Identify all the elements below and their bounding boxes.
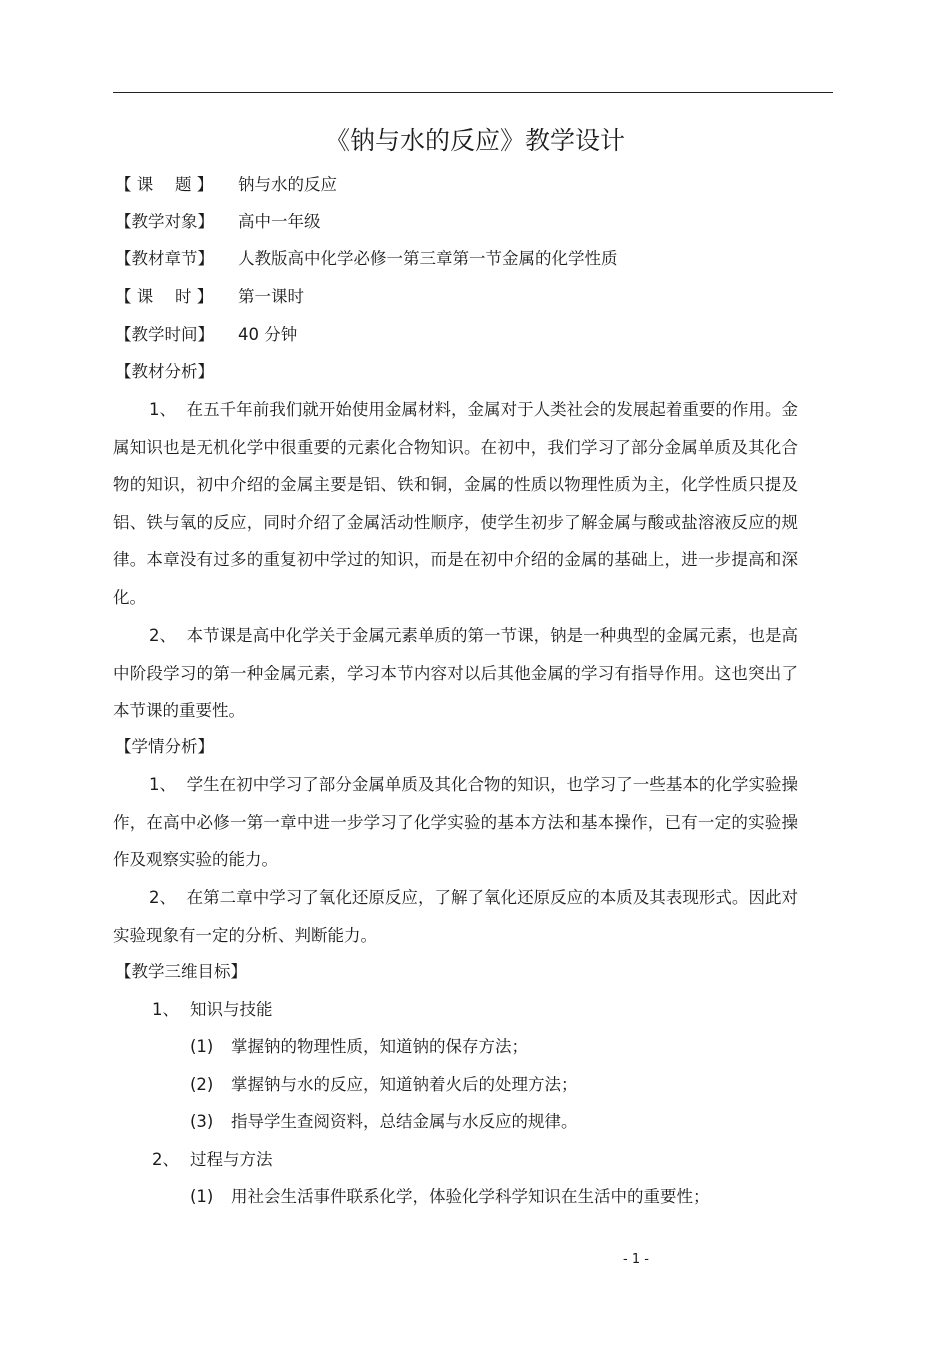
objective-item-number: (1) [190, 1037, 214, 1056]
objective-title: 过程与方法 [190, 1150, 273, 1169]
material-paragraph-1 [113, 391, 798, 616]
paragraph-number: 1、 [149, 400, 177, 419]
objective-item-text: 掌握钠的物理性质，知道钠的保存方法； [231, 1037, 528, 1056]
objective-item-text: 用社会生活事件联系化学，体验化学科学知识在生活中的重要性； [231, 1187, 710, 1206]
material-paragraph-2 [113, 617, 798, 730]
info-value: 高中一年级 [238, 212, 321, 231]
objective-item-number: (3) [190, 1112, 214, 1131]
objective-number: 2、 [152, 1150, 179, 1169]
info-label: 【教材章节】 [115, 249, 214, 268]
paragraph-number: 2、 [149, 626, 177, 645]
header-rule [113, 92, 833, 93]
info-value: 人教版高中化学必修一第三章第一节金属的化学性质 [238, 249, 618, 268]
paragraph-text: 本节课是高中化学关于金属元素单质的第一节课，钠是一种典型的金属元素，也是高中阶段学习的第一种金属元素，学习本节内容对以后其他金属的学习有指导作用。这也突出了本节课的重要性。 [113, 626, 799, 720]
info-value: 40 分钟 [238, 325, 298, 344]
objective-number: 1、 [152, 1000, 179, 1019]
paragraph-number: 1、 [149, 775, 177, 794]
student-paragraph-1 [113, 766, 798, 879]
info-label: 【 课 时 】 [115, 287, 214, 306]
paragraph-number: 2、 [149, 888, 177, 907]
paragraph-text: 在五千年前我们就开始使用金属材料，金属对于人类社会的发展起着重要的作用。金属知识也是无机化学中很重要的元素化合物知识。在初中，我们学习了部分金属单质及其化合物的知识，初中介绍的金属主要是铝、铁和铜，金属的性质以物理性质为主，化学性质只提及铝、铁与氧的反应，同时介绍了金属活动性顺序，使学生初步了解金属与酸或盐溶液反应的规律。本章没有过多的重复初中学过的知识，而是在初中介绍的金属的基础上，进一步提高和深化。 [113, 400, 799, 607]
objective-item-number: (2) [190, 1075, 214, 1094]
info-label: 【教学对象】 [115, 212, 214, 231]
info-label: 【 课 题 】 [115, 175, 214, 194]
objective-title: 知识与技能 [190, 1000, 273, 1019]
info-value: 钠与水的反应 [238, 175, 337, 194]
document-title: 《钠与水的反应》教学设计 [324, 126, 625, 155]
info-label: 【教学时间】 [115, 325, 214, 344]
objective-item-number: (1) [190, 1187, 214, 1206]
section-heading-text: 【教材分析】 [115, 362, 214, 381]
objective-item-text: 指导学生查阅资料，总结金属与水反应的规律。 [231, 1112, 578, 1131]
paragraph-text: 学生在初中学习了部分金属单质及其化合物的知识，也学习了一些基本的化学实验操作，在高中必修一第一章中进一步学习了化学实验的基本方法和基本操作，已有一定的实验操作及观察实验的能力。 [113, 775, 799, 869]
student-paragraph-2 [113, 879, 798, 954]
section-heading-text: 【学情分析】 [115, 737, 214, 756]
page-number: - 1 - [623, 1252, 649, 1267]
info-value: 第一课时 [238, 287, 304, 306]
objective-item-text: 掌握钠与水的反应，知道钠着火后的处理方法； [231, 1075, 578, 1094]
section-heading-text: 【教学三维目标】 [115, 962, 247, 981]
paragraph-text: 在第二章中学习了氧化还原反应，了解了氧化还原反应的本质及其表现形式。因此对实验现象有一定的分析、判断能力。 [113, 888, 799, 945]
